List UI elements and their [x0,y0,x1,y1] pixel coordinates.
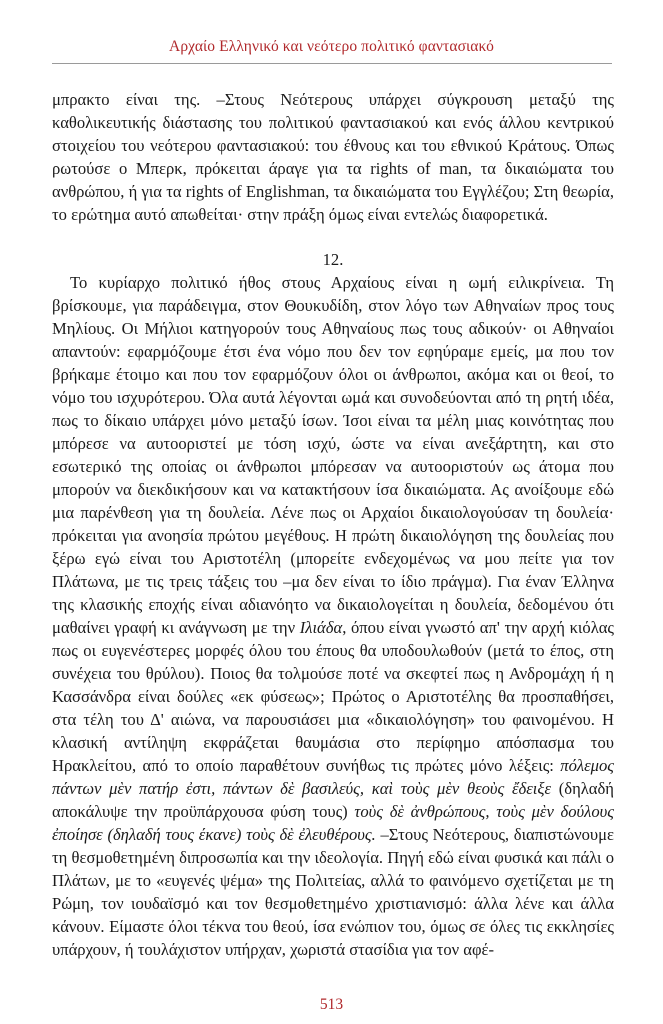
heraclitus-quote-1: πόλεμος πάντων μὲν πατήρ ἐστι, πάντων δὲ βασιλεύς, καὶ τοὺς μὲν θεοὺς ἔδειξε [52,756,614,798]
running-title: Αρχαίο Ελληνικό και νεότερο πολιτικό φαντασιακό [169,38,494,55]
paragraph-text-2: , όπου είναι γνωστό απ' την αρχή κιόλας πως οι ευγενέστερες μορφές όλου του έπους θα υποδουλωθούν (μετά το έπος, στη συνέχεια του θρύλου). Ποιος θα τολμούσε ποτέ να σκεφτεί πως η Ανδρομάχη ή η Κασσάνδρα είναι δούλες «εκ φύσεως»; Πρώτος ο Αριστοτέλης θα προσπαθήσει, στα τέλη του Δ' αιώνα, να παρουσιάσει μια «δικαιολόγηση» του φαινομένου. Η κλασική αντίληψη εκφράζεται θαυμάσια στο περίφημο απόσπασμα του Ηρακλείτου, από το οποίο παραθέτουν συνήθως τις πρώτες μόνο λέξεις: [52,618,614,775]
top-text-block [52,88,614,226]
paragraph-text-1: Το κυρίαρχο πολιτικό ήθος στους Αρχαίους είναι η ωμή ειλικρίνεια. Τη βρίσκουμε, για παράδειγμα, στον Θουκυδίδη, στον λόγο των Αθηναίων προς τους Μηλίους. Οι Μήλιοι κατηγορούν τους Αθηναίους πως τους αδικούν· οι Αθηναίοι απαντούν: εφαρμόζουμε έτσι ένα νόμο που δεν τον εφηύραμε εμείς, μα που τον βρήκαμε έτοιμο και που τον εφαρμόζουν όλοι οι άνθρωποι, ακόμα και οι θεοί, το νόμο του ισχυρότερου. Όλα αυτά λέγονται ωμά και συνοδεύονται από τη ρητή ιδέα, πως το δίκαιο υπάρχει μόνο μεταξύ ίσων. Ίσοι είναι τα μέλη μιας κοινότητας που μπόρεσε να αυτοοριστεί με τόση ισχύ, ώστε να είναι ανεξάρτητη, και στο εσωτερικό της οποίας οι άνθρωποι μπόρεσαν να αυτοοριστούν ως άτομα που μπορούν να διεκδικήσουν και να κατακτήσουν ίσα δικαιώματα. Ας ανοίξουμε εδώ μια παρένθεση για τη δουλεία. Λένε πως οι Αρχαίοι δικαιολογούσαν τη δουλεία· πρόκειται για ανοησία πρώτου μεγέθους. Η πρώτη δικαιολόγηση της δουλείας που ξέρω εγώ είναι του Αριστοτέλη (μπορείτε ενδεχομένως να μου πείτε για τον Πλάτωνα, με τις τρεις τάξεις του –μα δεν είναι το ίδιο πράγμα). Για έναν Έλληνα της κλασικής εποχής είναι αδιανόητο να δικαιολογείται η δουλεία, δεδομένου ότι μαθαίνει γραφή κι ανάγνωση με την [52,273,614,637]
section-paragraph [52,271,614,961]
section-number: 12. [322,250,344,269]
heraclitus-quote-3: (δηλαδή τους έκανε) [102,825,247,844]
continued-paragraph: μπρακτο είναι της. –Στους Νεότερους υπάρχει σύγκρουση μεταξύ της καθολικευτικής διάστασης του πολιτικού φαντασιακού και ενός άλλου κεντρικού στοιχείου του νεότερου φαντασιακού: του έθνους και του εθνικού Κράτους. Όπως ρωτούσε ο Μπερκ, πρόκειται άραγε για τα rights of man, τα δικαιώματα του ανθρώπου, ή για τα rights of Englishman, τα δικαιώματα του Εγγλέζου; Στη θεωρία, το ερώτημα αυτό απωθείται· στην πράξη όμως είναι εντελώς διαφορετικά. [52,90,614,224]
heraclitus-quote-4: τοὺς δὲ ἐλευθέρους. [246,825,376,844]
iliad-title: Ιλιάδα [299,618,343,637]
main-text-block [52,271,614,961]
paragraph-text-3: (δηλαδή αποκάλυψε την προϋπάρχουσα φύση τους) [52,779,614,821]
header-rule [52,63,612,64]
page-number: 513 [319,996,344,1013]
paragraph-text-4: –Στους Νεότερους, διαπιστώνουμε τη θεσμοθετημένη διπροσωπία και την ιδεολογία. Πηγή εδώ είναι φυσικά και πάλι ο Πλάτων, με το «ευγενές ψέμα» της Πολιτείας, αλλά το φαινόμενο σχετίζεται με τη Ρώμη, τον ιουδαϊσμό και τον θεσμοθετημένο χριστιανισμό: άλλα λένε και άλλα κάνουν. Είμαστε όλοι τέκνα του θεού, ίσα ενώπιον του, όμως σε όλες τις εκκλησίες υπάρχουν, ή τουλάχιστον υπήρχαν, χωριστά στασίδια για τον αφέ- [52,825,614,959]
section-heading-block [52,248,614,271]
heraclitus-quote-2: τοὺς δὲ ἀνθρώπους, τοὺς μὲν δούλους ἐποίησε [52,802,614,844]
